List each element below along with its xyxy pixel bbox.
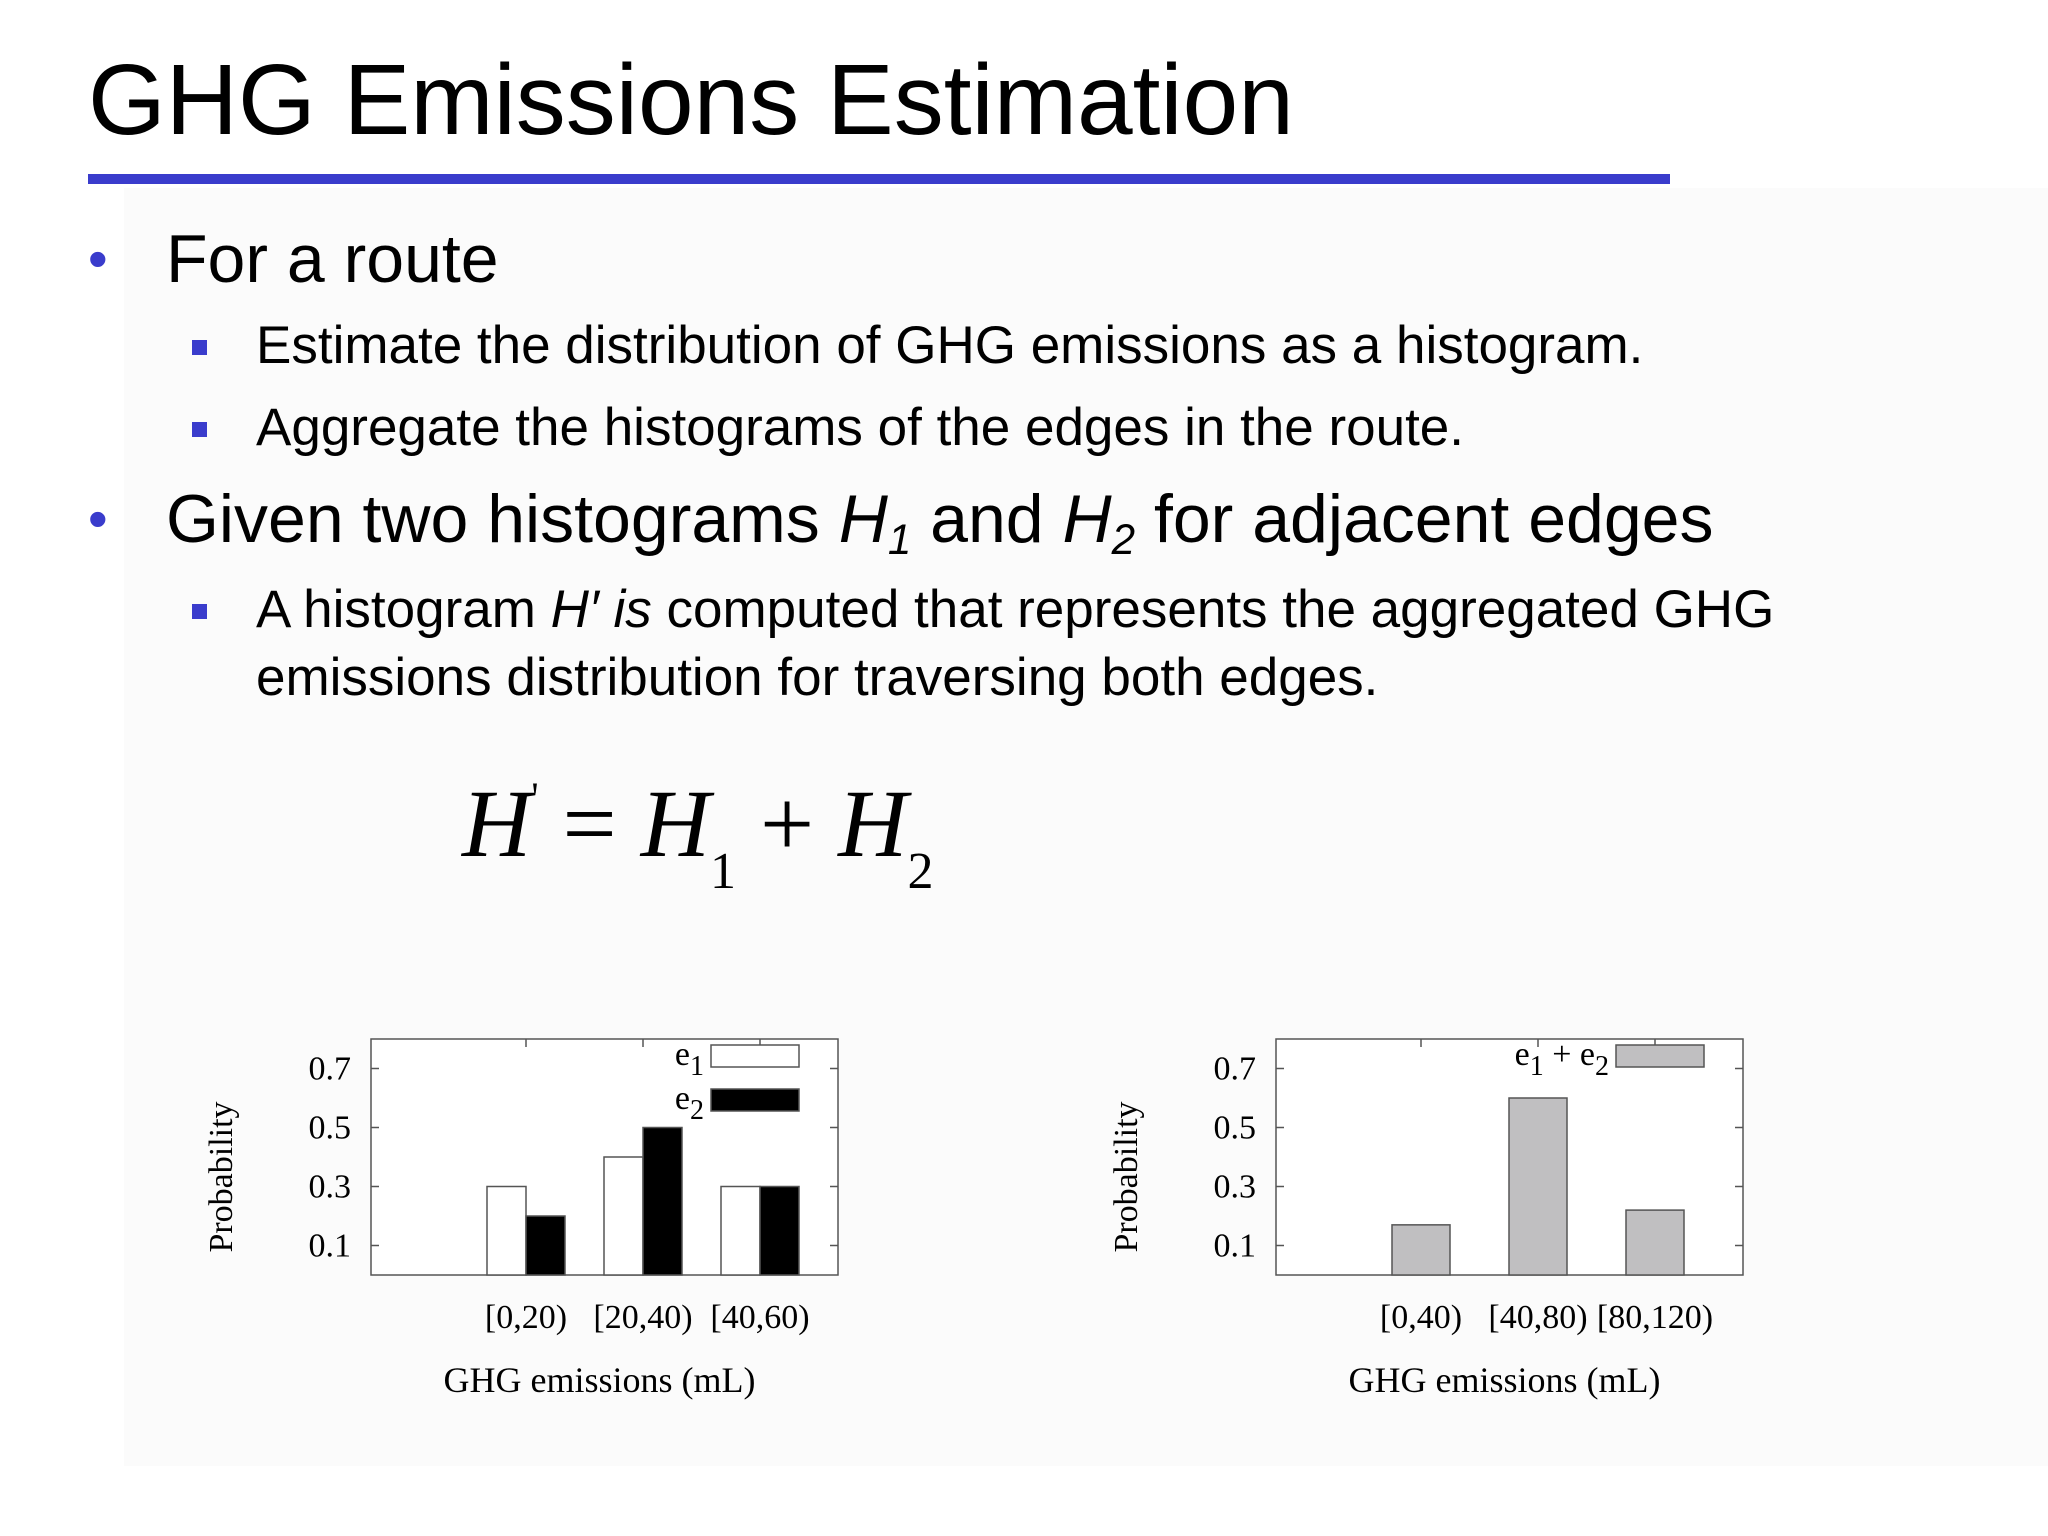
histogram-chart-aggregated bbox=[1105, 1020, 1805, 1440]
x-axis-label: GHG emissions (mL) bbox=[1348, 1360, 1661, 1400]
bullet-square-icon bbox=[192, 340, 207, 355]
legend-label: $e_1 + e_2$ bbox=[1514, 1036, 1609, 1082]
histogram-chart-e1-e2 bbox=[200, 1020, 900, 1440]
bullet-text: For a route bbox=[166, 221, 499, 297]
bullet-square-icon bbox=[192, 604, 207, 619]
bar-e2-1 bbox=[643, 1128, 682, 1276]
y-axis-label: Probability bbox=[1108, 1101, 1145, 1253]
bar-e1-e2-1 bbox=[1509, 1098, 1567, 1275]
title-underline bbox=[88, 174, 1670, 184]
x-tick-label: [40,60) bbox=[710, 1299, 810, 1336]
slide-title: GHG Emissions Estimation bbox=[88, 44, 1294, 156]
y-tick-label: 0.1 bbox=[1213, 1227, 1256, 1265]
bar-e1-0 bbox=[487, 1187, 526, 1276]
bullet-dot-icon: • bbox=[88, 487, 108, 550]
y-tick-label: 0.5 bbox=[1213, 1109, 1256, 1147]
bullet-dot-icon: • bbox=[88, 227, 108, 290]
x-tick-label: [0,40) bbox=[1379, 1299, 1463, 1336]
legend-swatch bbox=[1616, 1045, 1704, 1067]
x-tick-label: [40,80) bbox=[1488, 1299, 1588, 1336]
sub-bullet-text: Estimate the distribution of GHG emissions as a histogram. bbox=[256, 316, 1644, 375]
sub-bullet-text: Aggregate the histograms of the edges in the route. bbox=[256, 398, 1465, 457]
bar-e1-1 bbox=[604, 1157, 643, 1275]
bar-e1-2 bbox=[721, 1187, 760, 1276]
bullet-square-icon bbox=[192, 422, 207, 437]
bar-e2-0 bbox=[526, 1216, 565, 1275]
chart-svg bbox=[1105, 1020, 1805, 1440]
y-tick-label: 0.7 bbox=[308, 1050, 351, 1088]
legend-label: $e_1$ bbox=[674, 1036, 704, 1082]
y-tick-label: 0.3 bbox=[1213, 1168, 1256, 1206]
x-tick-label: [80,120) bbox=[1596, 1299, 1714, 1336]
bar-e1-e2-2 bbox=[1626, 1210, 1684, 1275]
x-tick-label: [0,20) bbox=[484, 1299, 568, 1336]
x-axis-label: GHG emissions (mL) bbox=[443, 1360, 756, 1400]
bar-e2-2 bbox=[760, 1187, 799, 1276]
sub-bullet-text: A histogram H′ is computed that represents the aggregated GHG emissions distribution for traversing both edges. bbox=[256, 580, 1775, 707]
legend-swatch bbox=[711, 1045, 799, 1067]
x-tick-label: [20,40) bbox=[593, 1299, 693, 1336]
y-axis-label: Probability bbox=[203, 1101, 240, 1253]
y-tick-label: 0.1 bbox=[308, 1227, 351, 1265]
chart-svg bbox=[200, 1020, 900, 1440]
bar-e1-e2-0 bbox=[1392, 1225, 1450, 1275]
legend-swatch bbox=[711, 1089, 799, 1111]
bullet-text: Given two histograms $H_1$ and $H_2$ for adjacent edges bbox=[166, 481, 1714, 563]
y-tick-label: 0.5 bbox=[308, 1109, 351, 1147]
y-tick-label: 0.7 bbox=[1213, 1050, 1256, 1088]
y-tick-label: 0.3 bbox=[308, 1168, 351, 1206]
aggregation-formula: $H' = H_1 + H_2$ bbox=[462, 770, 934, 900]
legend-label: $e_2$ bbox=[674, 1080, 704, 1126]
